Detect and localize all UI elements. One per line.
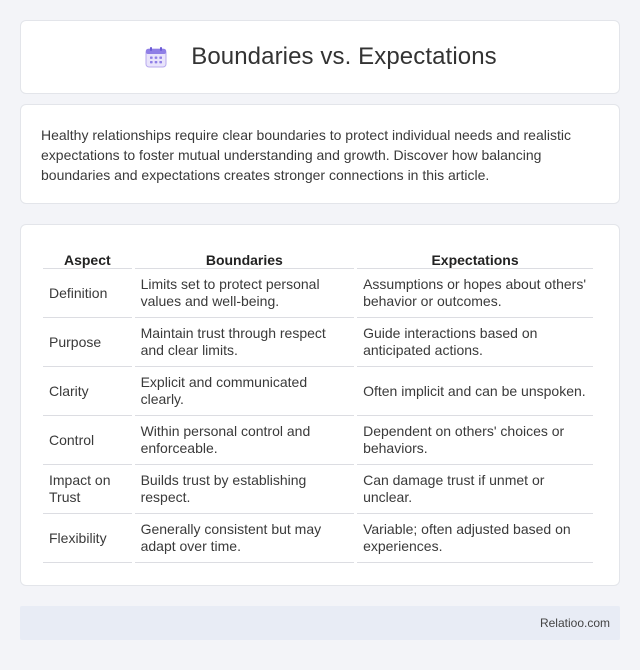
- footer-site-link[interactable]: Relatioo.com: [539, 616, 610, 630]
- footer: [20, 606, 620, 640]
- row-expectations: Often implicit and can be unspoken.: [357, 367, 593, 416]
- calendar-icon: [143, 44, 169, 70]
- row-boundaries: Limits set to protect personal values and well-being.: [135, 269, 354, 318]
- comparison-table: [40, 247, 596, 563]
- header-expectations: Expectations: [357, 247, 593, 269]
- row-expectations: Guide interactions based on anticipated actions.: [357, 318, 593, 367]
- table-header-row: [43, 247, 593, 269]
- row-aspect: Control: [43, 416, 132, 465]
- header-boundaries: Boundaries: [135, 247, 354, 269]
- table-row: [43, 514, 593, 563]
- comparison-card: [20, 224, 620, 586]
- row-aspect: Flexibility: [43, 514, 132, 563]
- row-boundaries: Explicit and communicated clearly.: [135, 367, 354, 416]
- row-expectations: Can damage trust if unmet or unclear.: [357, 465, 593, 514]
- header-aspect: Aspect: [43, 247, 132, 269]
- table-row: [43, 269, 593, 318]
- row-aspect: Clarity: [43, 367, 132, 416]
- row-boundaries: Builds trust by establishing respect.: [135, 465, 354, 514]
- intro-paragraph: Healthy relationships require clear boundaries to protect individual needs and realistic expectations to foster mutual understanding and growth. Discover how balancing boundaries and expectations creates stronger connections in this article.: [41, 127, 571, 183]
- row-boundaries: Generally consistent but may adapt over time.: [135, 514, 354, 563]
- table-row: [43, 465, 593, 514]
- table-row: [43, 416, 593, 465]
- intro-card: [20, 104, 620, 204]
- row-expectations: Assumptions or hopes about others' behavior or outcomes.: [357, 269, 593, 318]
- row-aspect: Purpose: [43, 318, 132, 367]
- row-aspect: Definition: [43, 269, 132, 318]
- page-title: Boundaries vs. Expectations: [191, 43, 497, 70]
- row-expectations: Dependent on others' choices or behaviors.: [357, 416, 593, 465]
- title-wrap: [143, 43, 497, 71]
- row-aspect: Impact on Trust: [43, 465, 132, 514]
- row-boundaries: Within personal control and enforceable.: [135, 416, 354, 465]
- title-card: [20, 20, 620, 94]
- table-row: [43, 367, 593, 416]
- table-row: [43, 318, 593, 367]
- row-boundaries: Maintain trust through respect and clear limits.: [135, 318, 354, 367]
- row-expectations: Variable; often adjusted based on experiences.: [357, 514, 593, 563]
